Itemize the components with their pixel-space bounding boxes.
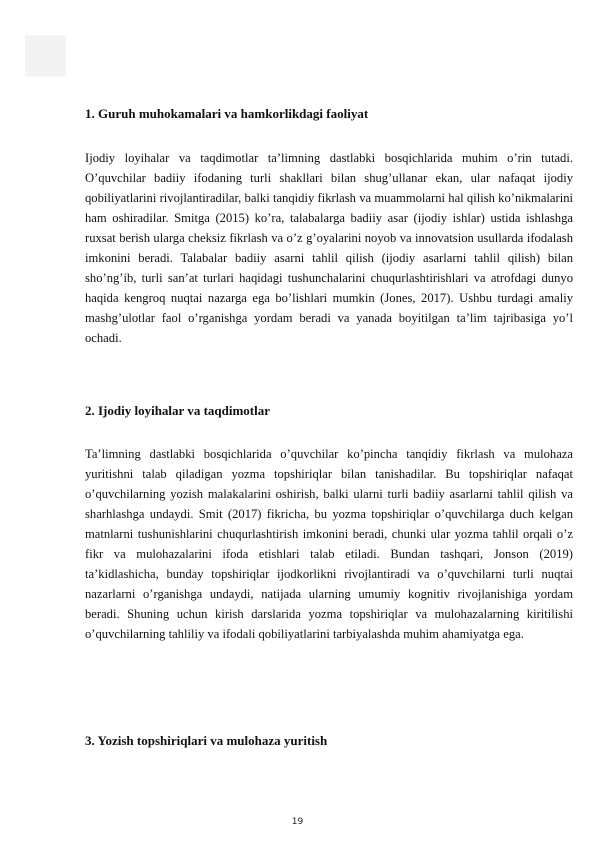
section-heading-3: 3. Yozish topshiriqlari va mulohaza yuritish [85,733,328,748]
section-heading-1: 1. Guruh muhokamalari va hamkorlikdagi faoliyat [85,106,369,121]
page-number: 19 [291,817,304,827]
section-paragraph-1: Ijodiy loyihalar va taqdimotlar ta’limning dastlabki bosqichlarida muhim o’rin tutadi. O’quvchilar badiiy ifodaning turli shakllari bilan shug’ullanar ekan, ular nafaqat ijodiy qobiliyatlarini rivojlantiradilar, balki tanqidiy fikrlash va muammolarni hal qilish ko’nikmalarini ham oshiradilar. Smitga (2015) ko’ra, talabalarga badiiy asar (ijodiy ishlar) ustida ishlashga ruxsat berish ularga cheksiz fikrlash va o’z g’oyalarini noyob va innovatsion usullarda ifodalash imkonini beradi. Talabalar badiiy asarni tahlil qilish (ijodiy asarlarni tahlil qilish) bilan sho’ng’ib, turli san’at turlari haqidagi tushunchalarini chuqurlashtirishlari va atrofdagi dunyo haqida kengroq nuqtai nazarga ega bo’lishlari mumkin (Jones, 2017). Ushbu turdagi amaliy mashg’ulotlar faol o’rganishga yordam beradi va yanada boyitilgan ta’lim tajribasiga yo’l ochadi. [85,151,573,345]
section-paragraph-2: Ta’limning dastlabki bosqichlarida o’quvchilar ko’pincha tanqidiy fikrlash va mulohaza yuritishni talab qiladigan yozma topshiriqlar bilan tanishadilar. Bu topshiriqlar nafaqat o’quvchilarning yozish malakalarini oshirish, balki ularni turli badiiy asarlarni tahlil qilish va sharhlashga undaydi. Smit (2017) fikricha, bu yozma topshiriqlar o’quvchilarga duch kelgan matnlarni tushunishlarini chuqurlashtirish imkonini beradi, chunki ular yozma tahlil orqali o’z fikr va mulohazalarini ifoda etishlari talab etiladi. Bundan tashqari, Jonson (2019) ta’kidlashicha, bunday topshiriqlar ijodkorlikni rivojlantiradi va o’quvchilarni turli nuqtai nazarlarni o’rganishga undaydi, natijada ularning umumiy kognitiv rivojlanishiga yordam beradi. Shuning uchun kirish darslarida yozma topshiriqlar va mulohazalarning kiritilishi o’quvchilarning tahliliy va ifodali qobiliyatlarini tarbiyalashda muhim ahamiyatga ega. [85,447,573,641]
background-watermark: ■ [20,20,74,83]
section-heading-2: 2. Ijodiy loyihalar va taqdimotlar [85,403,271,418]
